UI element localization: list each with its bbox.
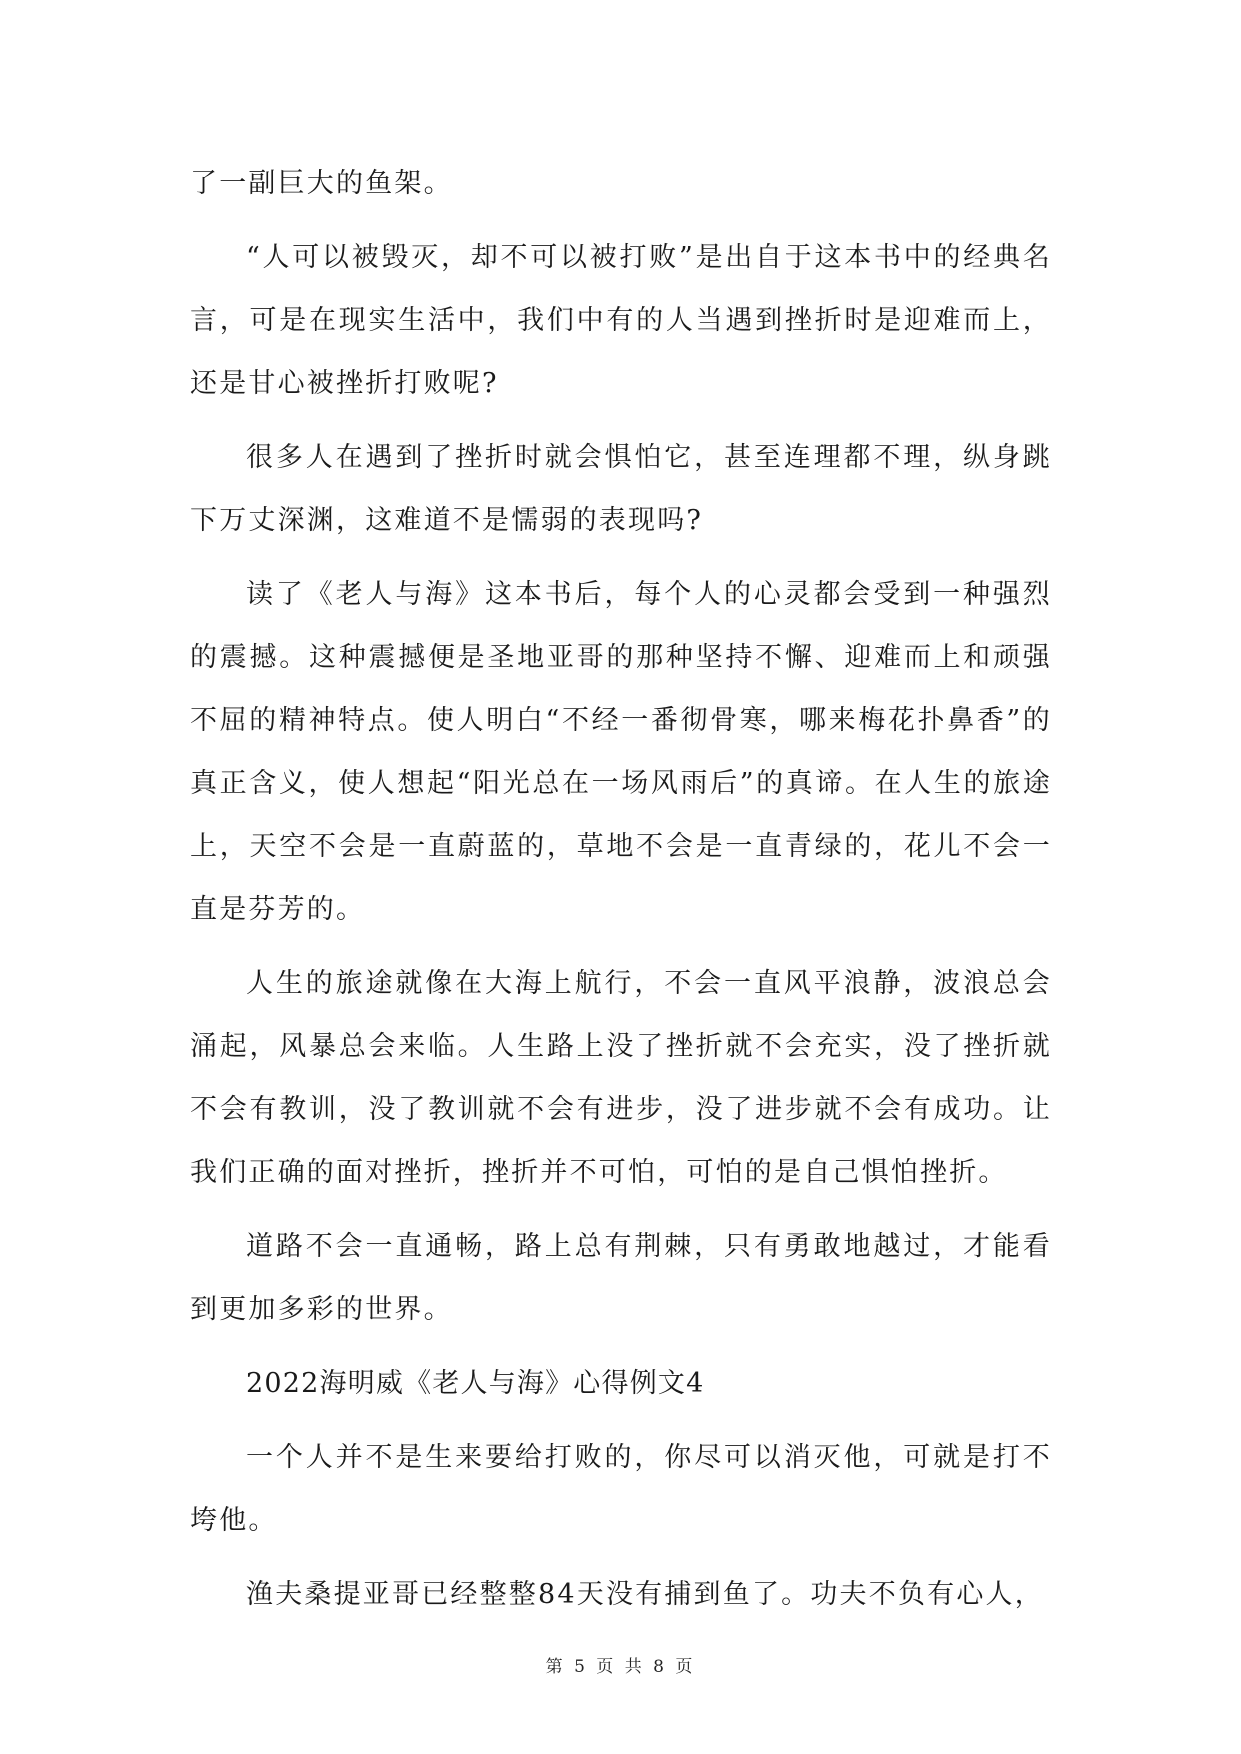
- page-number-footer: 第 5 页 共 8 页: [545, 1657, 696, 1677]
- paragraph: “人可以被毁灭，却不可以被打败”是出自于这本书中的经典名言，可是在现实生活中，我们中有的人当遇到挫折时是迎难而上，还是甘心被挫折打败呢?: [190, 242, 1052, 399]
- paragraph: 人生的旅途就像在大海上航行，不会一直风平浪静，波浪总会涌起，风暴总会来临。人生路上没了挫折就不会充实，没了挫折就不会有教训，没了教训就不会有进步，没了进步就不会有成功。让我们正确的面对挫折，挫折并不可怕，可怕的是自己惧怕挫折。: [190, 968, 1052, 1188]
- paragraph: 一个人并不是生来要给打败的，你尽可以消灭他，可就是打不垮他。: [190, 1442, 1052, 1536]
- paragraph: 渔夫桑提亚哥已经整整84天没有捕到鱼了。功夫不负有心人，: [246, 1579, 1044, 1610]
- paragraph: 道路不会一直通畅，路上总有荆棘，只有勇敢地越过，才能看到更加多彩的世界。: [190, 1231, 1052, 1325]
- paragraph-continuation: 了一副巨大的鱼架。: [190, 168, 453, 199]
- document-body: [190, 152, 1052, 1637]
- section-heading: 2022海明威《老人与海》心得例文4: [246, 1368, 705, 1399]
- paragraph: 读了《老人与海》这本书后，每个人的心灵都会受到一种强烈的震撼。这种震撼便是圣地亚哥的那种坚持不懈、迎难而上和顽强不屈的精神特点。使人明白“不经一番彻骨寒，哪来梅花扑鼻香”的真正含义，使人想起“阳光总在一场风雨后”的真谛。在人生的旅途上，天空不会是一直蔚蓝的，草地不会是一直青绿的，花儿不会一直是芬芳的。: [190, 579, 1052, 925]
- paragraph: 很多人在遇到了挫折时就会惧怕它，甚至连理都不理，纵身跳下万丈深渊，这难道不是懦弱的表现吗?: [190, 442, 1052, 536]
